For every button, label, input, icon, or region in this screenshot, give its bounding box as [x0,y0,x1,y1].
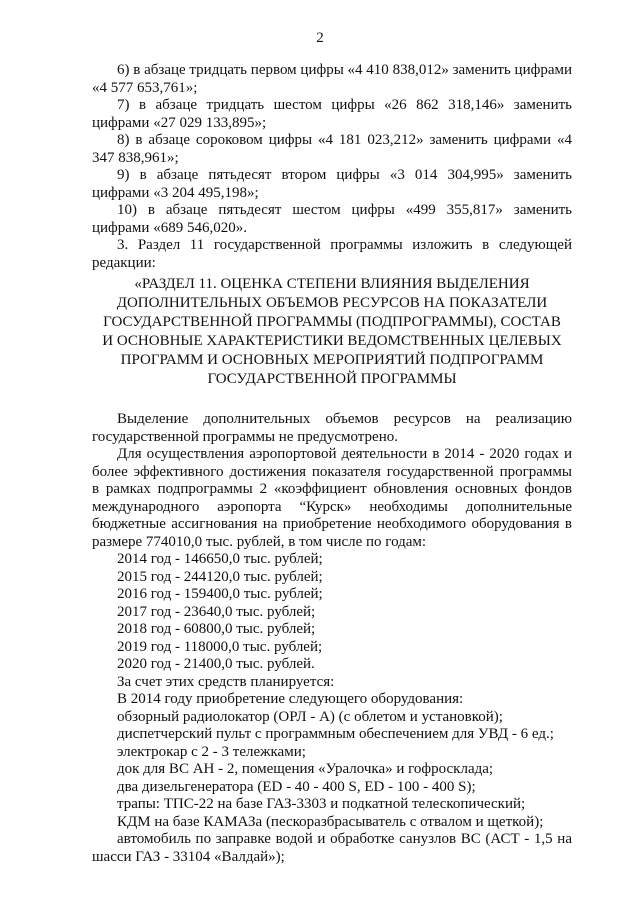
year-2014: 2014 год - 146650,0 тыс. рублей; [117,551,323,567]
amendment-9: 9) в абзаце пятьдесят втором цифры «3 014 304,995» заменить цифрами «3 204 495,198»; [92,167,572,201]
section-title: «РАЗДЕЛ 11. ОЦЕНКА СТЕПЕНИ ВЛИЯНИЯ ВЫДЕЛЕНИЯ ДОПОЛНИТЕЛЬНЫХ ОБЪЕМОВ РЕСУРСОВ НА ПОКАЗАТЕЛИ ГОСУДАРСТВЕННОЙ ПРОГРАММЫ (ПОДПРОГРАММЫ), СОСТАВ И ОСНОВНЫЕ ХАРАКТЕРИСТИКИ ВЕДОМСТВЕННЫХ ЦЕЛЕВЫХ ПРОГРАММ И ОСНОВНЫХ МЕРОПРИЯТИЙ ПОДПРОГРАММ ГОСУДАРСТВЕННОЙ ПРОГРАММЫ [102,276,562,387]
equipment-item: автомобиль по заправке водой и обработке санузлов ВС (АСТ - 1,5 на шасси ГАЗ - 33104 «Валдай»); [92,831,572,865]
no-funding-paragraph: Выделение дополнительных объемов ресурсов на реализацию государственной программы не предусмотрено. [92,411,572,445]
equipment-item: обзорный радиолокатор (ОРЛ - А) (с облетом и установкой); [117,708,503,725]
airport-paragraph: Для осуществления аэропортовой деятельности в 2014 - 2020 годах и более эффективного достижения показателя государственной программы в рамках подпрограммы 2 «коэффициент обновления основных фондов международного аэропорта “Курск» необходимы дополнительные бюджетные ассигнования на приобретение необходимого оборудования в размере 774010,0 тыс. рублей, в том числе по годам: [92,446,572,550]
equipment-item: диспетчерский пульт с программным обеспечением для УВД - 6 ед.; [117,726,554,742]
equipment-item: док для ВС АН - 2, помещения «Уралочка» и гофросклада; [117,761,494,777]
year-2017: 2017 год - 23640,0 тыс. рублей; [117,603,316,620]
equipment-list [92,709,572,867]
planned-line: За счет этих средств планируется: [117,673,335,690]
section-intro: 3. Раздел 11 государственной программы изложить в следующей редакции: [92,237,572,271]
amendment-8: 8) в абзаце сороковом цифры «4 181 023,212» заменить цифрами «4 347 838,961»; [92,132,572,166]
year-2018: 2018 год - 60800,0 тыс. рублей; [117,621,316,637]
year-2020: 2020 год - 21400,0 тыс. рублей. [117,656,315,672]
page-number: 2 [316,30,324,46]
year-2019: 2019 год - 118000,0 тыс. рублей; [117,638,323,655]
document-body [92,62,572,866]
equipment-intro: В 2014 году приобретение следующего оборудования: [117,691,464,707]
year-2015: 2015 год - 244120,0 тыс. рублей; [117,568,323,585]
equipment-item: КДМ на базе КАМАЗа (пескоразбрасыватель с отвалом и щеткой); [117,813,544,830]
equipment-item: электрокар с 2 - 3 тележками; [117,743,306,760]
year-2016: 2016 год - 159400,0 тыс. рублей; [117,586,323,602]
amendment-6: 6) в абзаце тридцать первом цифры «4 410 838,012» заменить цифрами «4 577 653,761»; [92,62,572,96]
years-list [92,551,572,674]
amendment-7: 7) в абзаце тридцать шестом цифры «26 862 318,146» заменить цифрами «27 029 133,895»; [92,97,572,131]
amendment-10: 10) в абзаце пятьдесят шестом цифры «499 355,817» заменить цифрами «689 546,020». [92,202,572,236]
equipment-item: два дизельгенератора (ED - 40 - 400 S, ED - 100 - 400 S); [117,778,476,795]
equipment-item: трапы: ТПС-22 на базе ГАЗ-3303 и подкатной телескопический; [117,796,526,812]
